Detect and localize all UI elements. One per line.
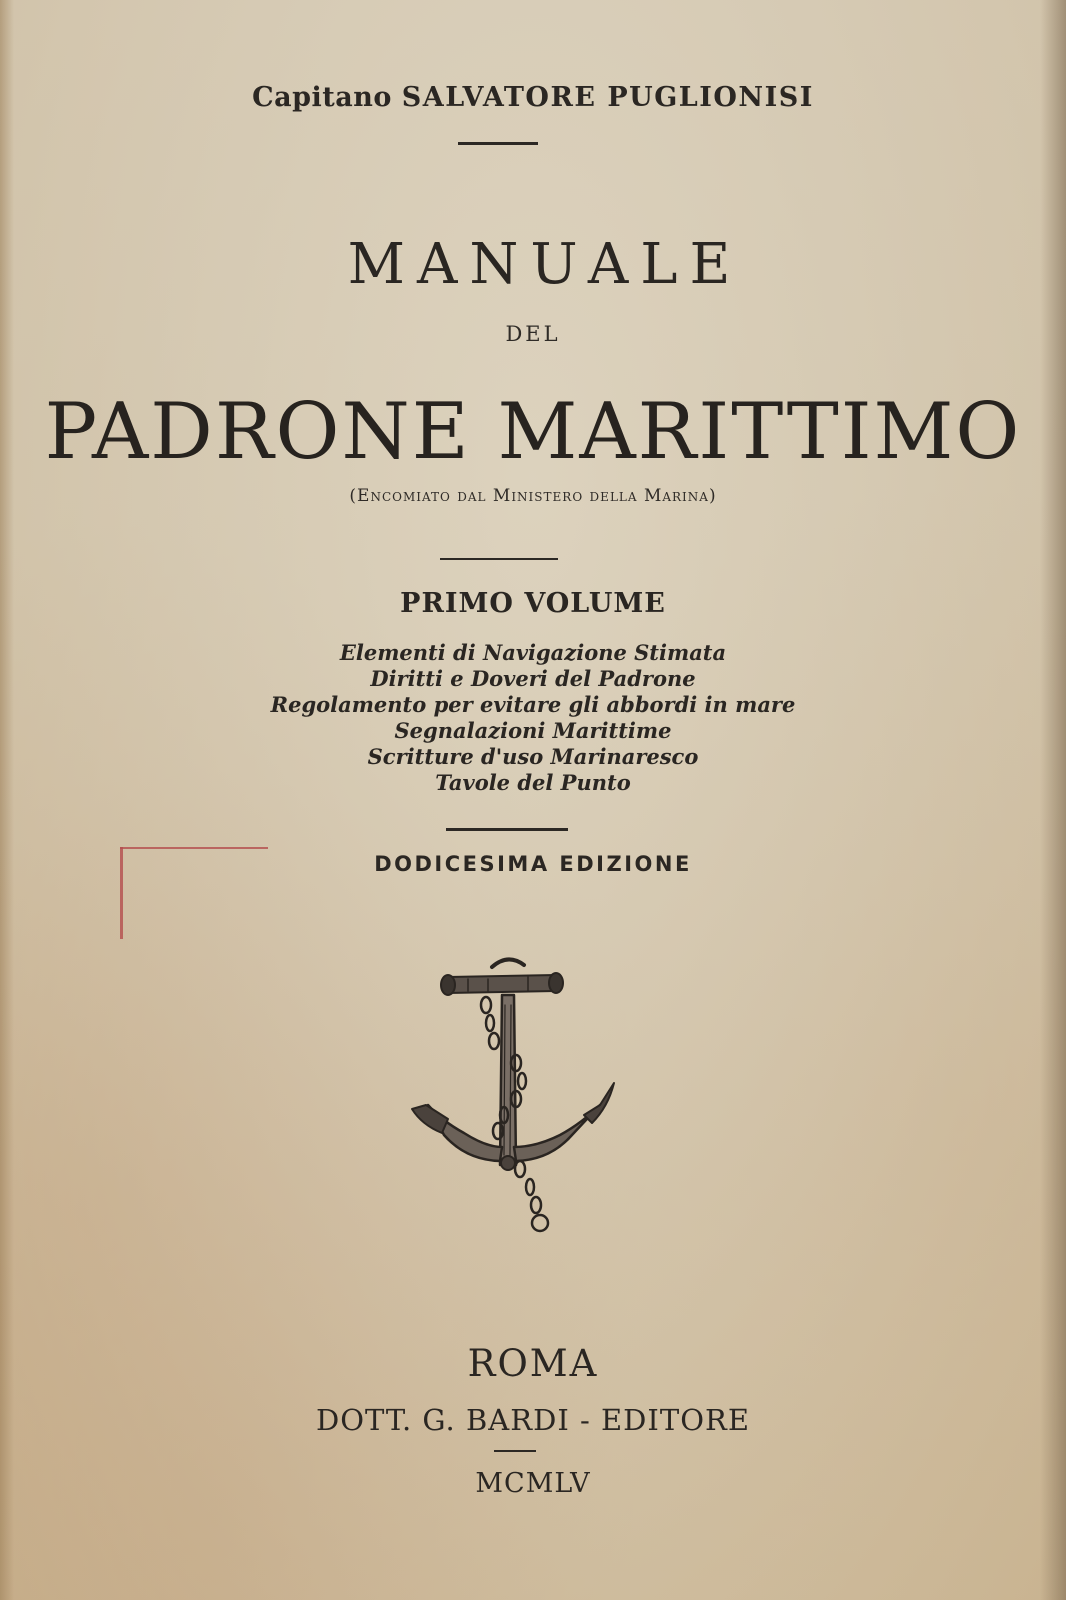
title-del: DEL	[505, 322, 561, 346]
contents-item: Regolamento per evitare gli abbordi in mare	[270, 692, 796, 717]
divider-top	[458, 142, 538, 145]
divider-imprint	[494, 1450, 536, 1452]
edition-label: DODICESIMA EDIZIONE	[374, 852, 692, 876]
volume-heading: PRIMO VOLUME	[400, 588, 666, 619]
contents-item: Diritti e Doveri del Padrone	[370, 666, 696, 691]
author-rank: Capitano	[252, 82, 392, 113]
anchor-icon	[408, 955, 628, 1255]
contents-item: Tavole del Punto	[435, 770, 631, 795]
contents-item: Elementi di Navigazione Stimata	[339, 640, 727, 665]
author-line	[0, 82, 1066, 113]
title-manuale: MANUALE	[347, 232, 743, 297]
imprint-year: MCMLV	[475, 1468, 591, 1499]
author-name: SALVATORE PUGLIONISI	[401, 82, 814, 113]
divider-lower	[446, 828, 568, 831]
imprint-publisher: DOTT. G. BARDI - EDITORE	[315, 1403, 751, 1437]
divider-mid	[440, 558, 558, 560]
imprint-city: ROMA	[467, 1342, 599, 1385]
endorsement-note: (Encomiato dal Ministero della Marina)	[349, 486, 717, 506]
contents-item: Segnalazioni Marittime	[394, 718, 672, 743]
contents-item: Scritture d'uso Marinaresco	[367, 744, 699, 769]
title-padrone-marittimo: PADRONE MARITTIMO	[44, 387, 1022, 477]
red-pencil-mark	[120, 847, 268, 849]
